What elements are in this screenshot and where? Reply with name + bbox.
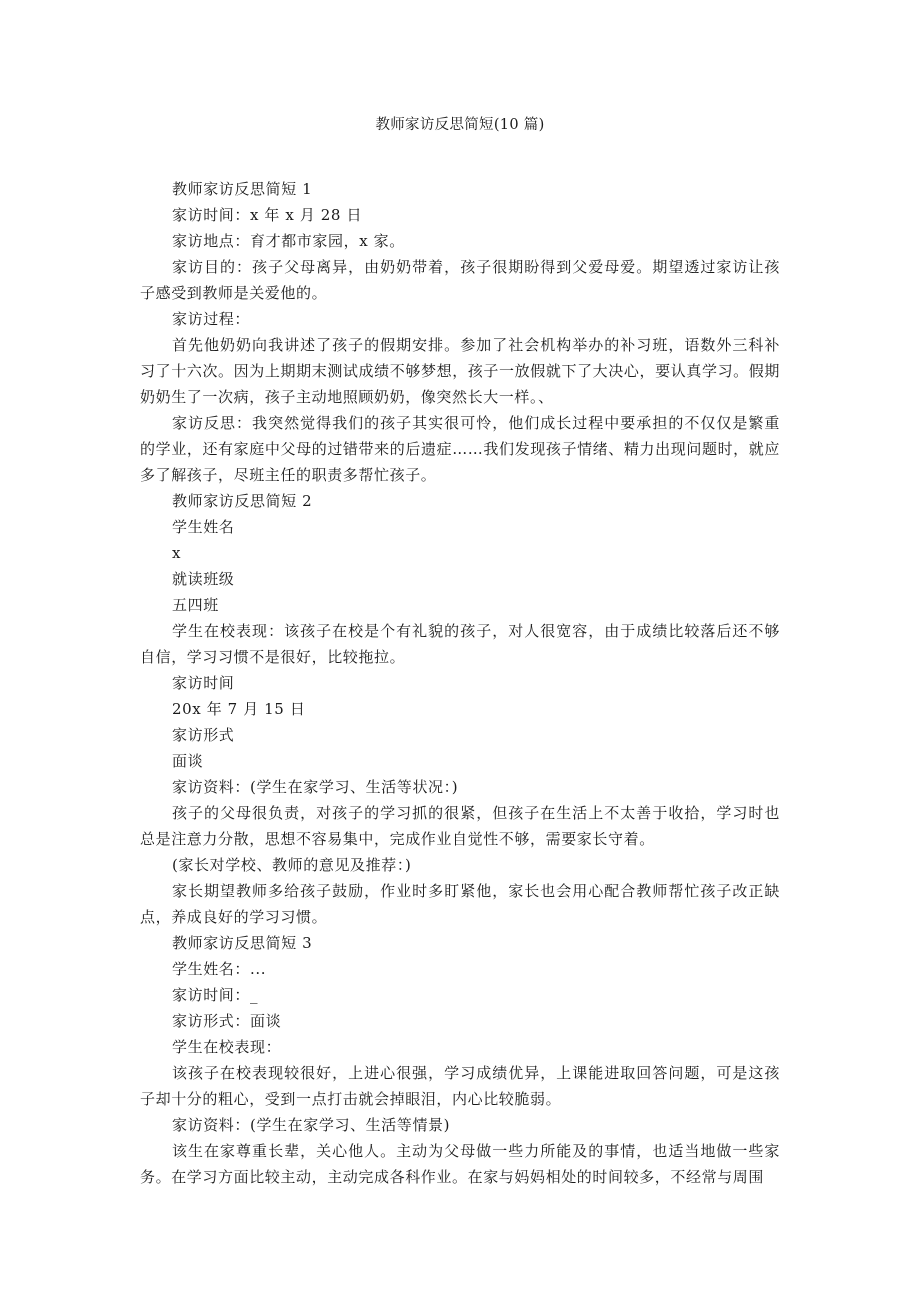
paragraph: 20x 年 7 月 15 日 bbox=[172, 700, 306, 718]
paragraph: 家访过程： bbox=[172, 310, 251, 328]
section-heading: 教师家访反思简短 2 bbox=[172, 492, 313, 510]
paragraph: 家访时间：_ bbox=[172, 986, 259, 1004]
paragraph: 家访资料：(学生在家学习、生活等状况：) bbox=[172, 778, 459, 796]
paragraph: 家访形式 bbox=[172, 726, 235, 744]
paragraph: 家访形式：面谈 bbox=[172, 1012, 282, 1030]
document-body bbox=[140, 176, 780, 1190]
paragraph: 学生姓名：... bbox=[172, 960, 267, 978]
paragraph: 家访反思：我突然觉得我们的孩子其实很可怜，他们成长过程中要承担的不仅仅是繁重的学业，还有家庭中父母的过错带来的后遗症……我们发现孩子情绪、精力出现问题时，就应多了解孩子，尽班主任的职责多帮忙孩子。 bbox=[140, 414, 780, 484]
paragraph: (家长对学校、教师的意见及推荐：) bbox=[172, 856, 412, 874]
paragraph: 学生在校表现： bbox=[172, 1038, 282, 1056]
paragraph: 家访时间 bbox=[172, 674, 235, 692]
paragraph: 家访目的：孩子父母离异，由奶奶带着，孩子很期盼得到父爱母爱。期望透过家访让孩子感受到教师是关爱他的。 bbox=[140, 258, 780, 302]
paragraph: 学生姓名 bbox=[172, 518, 235, 536]
paragraph: 家访地点：育才都市家园，x 家。 bbox=[172, 232, 405, 250]
paragraph: 就读班级 bbox=[172, 570, 235, 588]
paragraph: 家访资料：(学生在家学习、生活等情景) bbox=[172, 1116, 451, 1134]
section-heading: 教师家访反思简短 1 bbox=[172, 180, 313, 198]
paragraph: 该生在家尊重长辈，关心他人。主动为父母做一些力所能及的事情，也适当地做一些家务。在学习方面比较主动，主动完成各科作业。在家与妈妈相处的时间较多，不经常与周围 bbox=[140, 1142, 780, 1186]
paragraph: 孩子的父母很负责，对孩子的学习抓的很紧，但孩子在生活上不太善于收拾，学习时也总是注意力分散，思想不容易集中，完成作业自觉性不够，需要家长守着。 bbox=[140, 804, 780, 848]
paragraph: 五四班 bbox=[172, 596, 219, 614]
paragraph: 家访时间：x 年 x 月 28 日 bbox=[172, 206, 363, 224]
document-title: 教师家访反思简短(10 篇) bbox=[375, 117, 545, 133]
paragraph: 该孩子在校表现较很好，上进心很强，学习成绩优异，上课能进取回答问题，可是这孩子却十分的粗心，受到一点打击就会掉眼泪，内心比较脆弱。 bbox=[140, 1064, 780, 1108]
paragraph: 首先他奶奶向我讲述了孩子的假期安排。参加了社会机构举办的补习班，语数外三科补习了十六次。因为上期期末测试成绩不够梦想，孩子一放假就下了大决心，要认真学习。假期奶奶生了一次病，孩子主动地照顾奶奶，像突然长大一样。、 bbox=[140, 336, 780, 406]
section-heading: 教师家访反思简短 3 bbox=[172, 934, 313, 952]
paragraph: 学生在校表现：该孩子在校是个有礼貌的孩子，对人很宽容，由于成绩比较落后还不够自信，学习习惯不是很好，比较拖拉。 bbox=[140, 622, 780, 666]
paragraph: x bbox=[172, 544, 182, 562]
paragraph: 面谈 bbox=[172, 752, 204, 770]
paragraph: 家长期望教师多给孩子鼓励，作业时多盯紧他，家长也会用心配合教师帮忙孩子改正缺点，养成良好的学习习惯。 bbox=[140, 882, 780, 926]
